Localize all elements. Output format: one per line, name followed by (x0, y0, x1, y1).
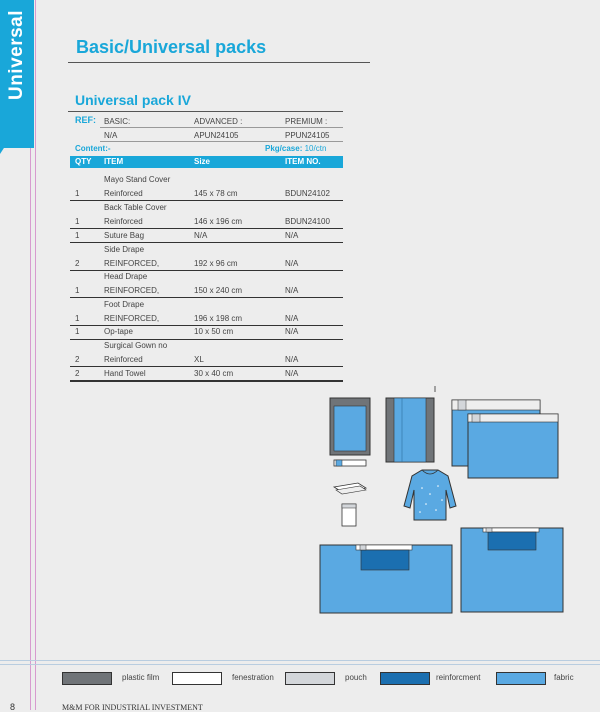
legend-reinforcment-label: reinforcment (436, 673, 481, 682)
col-item-header: ITEM (104, 157, 124, 166)
item-line1: Side Drape (104, 245, 145, 254)
ref-advanced-value: APUN24105 (194, 131, 239, 140)
footer-company: M&M FOR INDUSTRIAL INVESTMENT (62, 703, 203, 712)
footer-line (0, 664, 600, 665)
size-cell: 10 x 50 cm (194, 327, 234, 336)
itemno-cell: N/A (285, 314, 299, 323)
legend-fenestration-label: fenestration (232, 673, 274, 682)
item-line2: Suture Bag (104, 231, 145, 240)
page-title: Basic/Universal packs (76, 37, 267, 57)
itemno-cell: N/A (285, 286, 299, 295)
ref-basic-label: BASIC: (104, 117, 131, 126)
qty-cell: 1 (75, 231, 80, 240)
itemno-cell: N/A (285, 259, 299, 268)
item-line1: Head Drape (104, 272, 148, 281)
itemno-cell: BDUN24100 (285, 217, 330, 226)
col-itemno-header: ITEM NO. (285, 157, 321, 166)
footer-line (0, 660, 600, 661)
itemno-cell: BDUN24102 (285, 189, 330, 198)
item-line2: Reinforced (104, 217, 143, 226)
ref-basic-value: N/A (104, 131, 118, 140)
legend-plastic-film-label: plastic film (122, 673, 160, 682)
pkg-label: Pkg/case: (265, 144, 303, 153)
side-drape-illustration (452, 400, 558, 478)
qty-cell: 2 (75, 355, 80, 364)
item-line2: Op-tape (104, 327, 133, 336)
size-cell: 145 x 78 cm (194, 189, 238, 198)
hand-towel-illustration (342, 504, 356, 526)
itemno-cell: N/A (285, 355, 299, 364)
size-cell: 192 x 96 cm (194, 259, 238, 268)
size-cell: 150 x 240 cm (194, 286, 243, 295)
item-line2: Hand Towel (104, 369, 146, 378)
legend-fabric-swatch (496, 672, 546, 685)
item-line1: Mayo Stand Cover (104, 175, 171, 184)
size-cell: 196 x 198 cm (194, 314, 243, 323)
item-line1: Surgical Gown no (104, 341, 168, 350)
ref-premium-value: PPUN24105 (285, 131, 330, 140)
legend-pouch-swatch (285, 672, 335, 685)
pack-title: Universal pack IV (75, 92, 191, 108)
size-cell: XL (194, 355, 204, 364)
ref-advanced-label: ADVANCED : (194, 117, 243, 126)
itemno-cell: N/A (285, 231, 299, 240)
qty-cell: 2 (75, 369, 80, 378)
legend-pouch-label: pouch (345, 673, 367, 682)
col-size-header: Size (194, 157, 211, 166)
qty-cell: 1 (75, 314, 80, 323)
qty-cell: 1 (75, 327, 80, 336)
ref-premium-label: PREMIUM : (285, 117, 328, 126)
legend-fenestration-swatch (172, 672, 222, 685)
item-line1: Foot Drape (104, 300, 145, 309)
item-line2: REINFORCED, (104, 286, 160, 295)
legend-fabric-label: fabric (554, 673, 574, 682)
suture-bag-illustration (334, 460, 366, 466)
ref-label: REF: (75, 115, 96, 125)
qty-cell: 1 (75, 189, 80, 198)
size-cell: 30 x 40 cm (194, 369, 234, 378)
legend-reinforcment-swatch (380, 672, 430, 685)
pkg-value: 10/ctn (304, 144, 327, 153)
op-tape-illustration (334, 483, 366, 494)
side-tab-label: Universal (6, 9, 27, 101)
item-line1: Back Table Cover (104, 203, 167, 212)
head-drape-illustration (320, 545, 452, 613)
legend-plastic-film-swatch (62, 672, 112, 685)
qty-cell: 1 (75, 217, 80, 226)
col-qty-header: QTY (75, 157, 92, 166)
qty-cell: 1 (75, 286, 80, 295)
mayo-stand-cover-illustration (330, 398, 370, 455)
item-line2: Reinforced (104, 355, 143, 364)
foot-drape-illustration (461, 528, 563, 612)
item-line2: REINFORCED, (104, 259, 160, 268)
itemno-cell: N/A (285, 327, 299, 336)
item-line2: Reinforced (104, 189, 143, 198)
page-number: 8 (10, 702, 16, 712)
itemno-cell: N/A (285, 369, 299, 378)
item-line2: REINFORCED, (104, 314, 160, 323)
content-label: Content:- (75, 144, 111, 153)
size-cell: N/A (194, 231, 208, 240)
back-table-cover-illustration (386, 398, 434, 462)
qty-cell: 2 (75, 259, 80, 268)
surgical-gown-illustration (404, 470, 456, 520)
size-cell: 146 x 196 cm (194, 217, 243, 226)
